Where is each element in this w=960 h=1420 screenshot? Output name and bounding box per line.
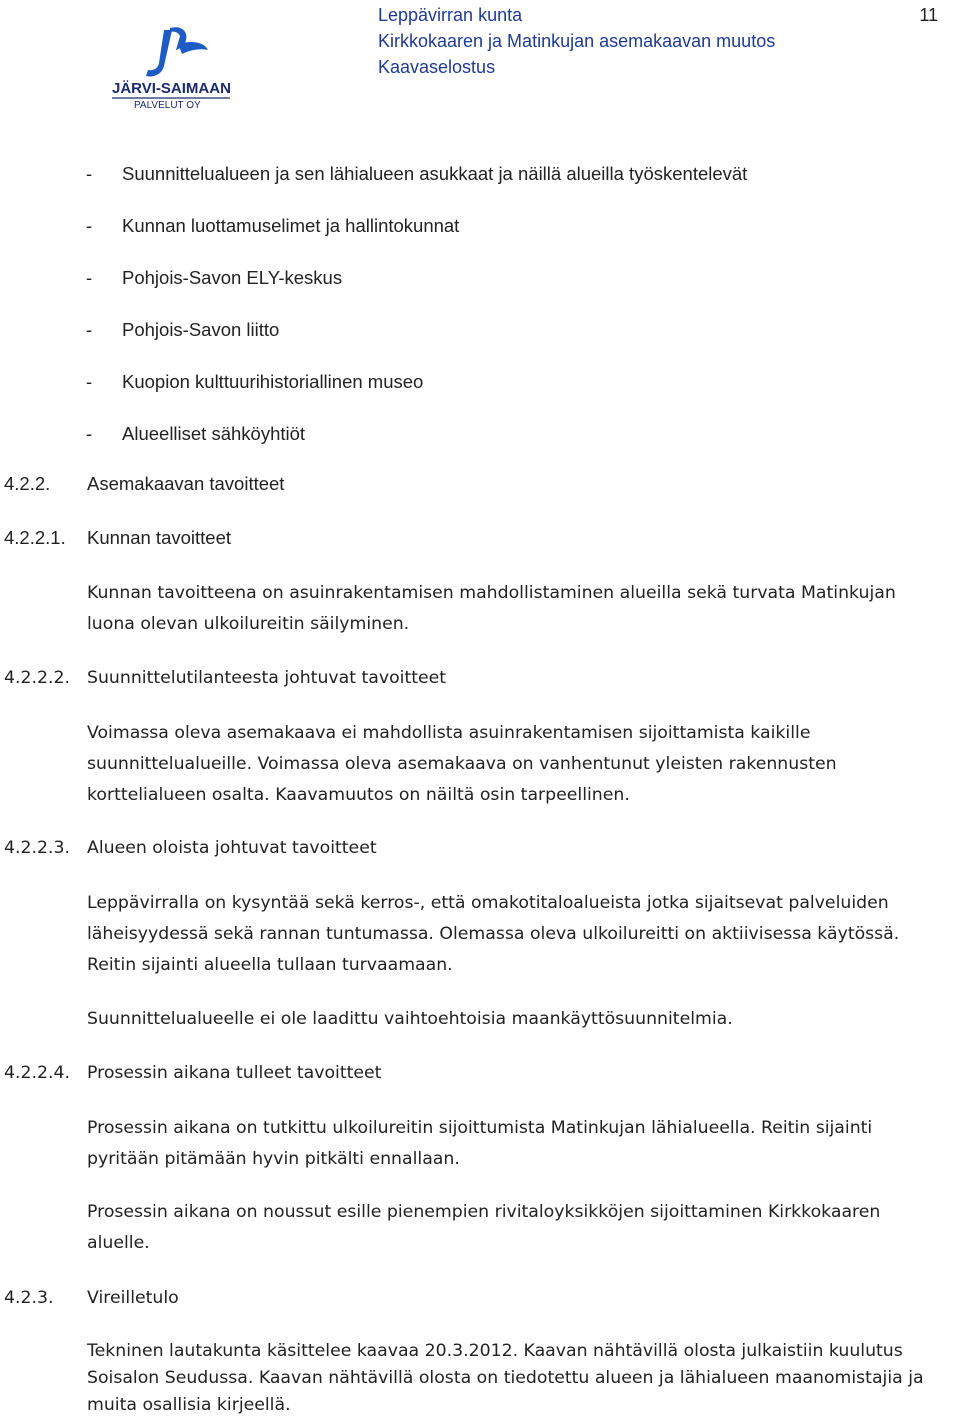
paragraph: Suunnittelualueelle ei ole laadittu vaihtoehtoisia maankäyttösuunnitelmia. [87, 1009, 733, 1029]
paragraph: Leppävirralla on kysyntää sekä kerros-, että omakotitaloalueista jotka sijaitsevat palveluiden läheisyydessä sekä rannan tuntumassa. Olemassa oleva ulkoilureitti on aktiivisessa käytössä. Reitin sijainti alueella tullaan turvaamaan. [87, 893, 900, 975]
header-municipality: Leppävirran kunta [378, 5, 523, 25]
header-plan-name: Kirkkokaaren ja Matinkujan asemakaavan muutos [378, 31, 776, 51]
document-header [378, 2, 775, 80]
jarvi-saimaan-logo [108, 20, 238, 120]
paragraph: Tekninen lautakunta käsittelee kaavaa 20.3.2012. Kaavan nähtävillä olosta julkaistiin kuulutus Soisalon Seudussa. Kaavan nähtävillä olosta on tiedotettu alueen ja lähialueen maanomistajia ja muita osallisia kirjeellä. [87, 1341, 924, 1415]
paragraph: Prosessin aikana on tutkittu ulkoilureitin sijoittumista Matinkujan lähialueella. Reitin sijainti pyritään pitämään hyvin pitkälti ennallaan. [87, 1118, 873, 1169]
logo-sub: PALVELUT OY [134, 100, 201, 111]
paragraph: Kunnan tavoitteena on asuinrakentamisen mahdollistaminen alueilla sekä turvata Matinkujan luona olevan ulkoilureitin säilyminen. [87, 583, 896, 634]
header-document-type: Kaavaselostus [378, 57, 496, 77]
logo-mark-icon [108, 20, 238, 120]
paragraph: Prosessin aikana on noussut esille pienempien rivitaloyksikköjen sijoittaminen Kirkkokaaren aluelle. [87, 1202, 881, 1253]
logo-name: JÄRVI-SAIMAAN [112, 80, 231, 97]
page-number: 11 [919, 5, 938, 25]
paragraph: Voimassa oleva asemakaava ei mahdollista asuinrakentamisen sijoittamista kaikille suunnittelualueille. Voimassa oleva asemakaava on vanhentunut yleisten rakennusten korttelialueen osalta. Kaavamuutos on näiltä osin tarpeellinen. [87, 723, 837, 805]
